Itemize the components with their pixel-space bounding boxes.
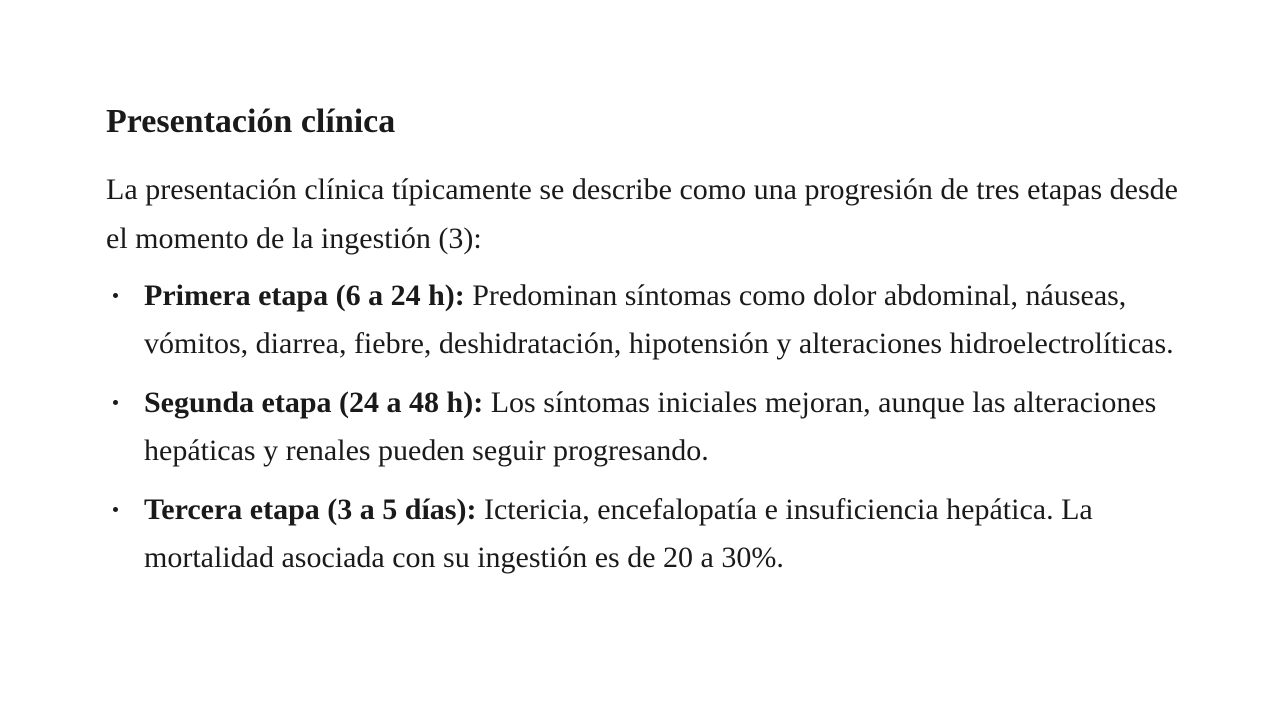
stage-item-text [144,272,1184,368]
stage-item-1 [106,272,1178,368]
stage-label: Tercera etapa (3 a 5 días): [144,493,477,526]
stage-label: Primera etapa (6 a 24 h): [144,279,465,312]
stage-label: Segunda etapa (24 a 48 h): [144,386,484,419]
stage-item-text [144,486,1184,582]
stage-list [106,272,1178,593]
stage-description: Los síntomas iniciales mejoran, aunque las alteraciones hepáticas y renales pueden seguir progresando. [144,386,1157,467]
slide-title: Presentación clínica [106,103,396,140]
bullet-icon [113,507,118,512]
stage-description: Predominan síntomas como dolor abdominal, náuseas, vómitos, diarrea, fiebre, deshidratación, hipotensión y alteraciones hidroelectrolíticas. [144,279,1174,360]
bullet-icon [113,400,118,405]
stage-item-3 [106,486,1178,582]
stage-item-text [144,379,1184,475]
intro-paragraph: La presentación clínica típicamente se describe como una progresión de tres etapas desde el momento de la ingestión (3): [106,173,1178,255]
stage-description: Ictericia, encefalopatía e insuficiencia hepática. La mortalidad asociada con su ingestión es de 20 a 30%. [144,493,1093,574]
stage-item-2 [106,379,1178,475]
bullet-icon [113,293,118,298]
